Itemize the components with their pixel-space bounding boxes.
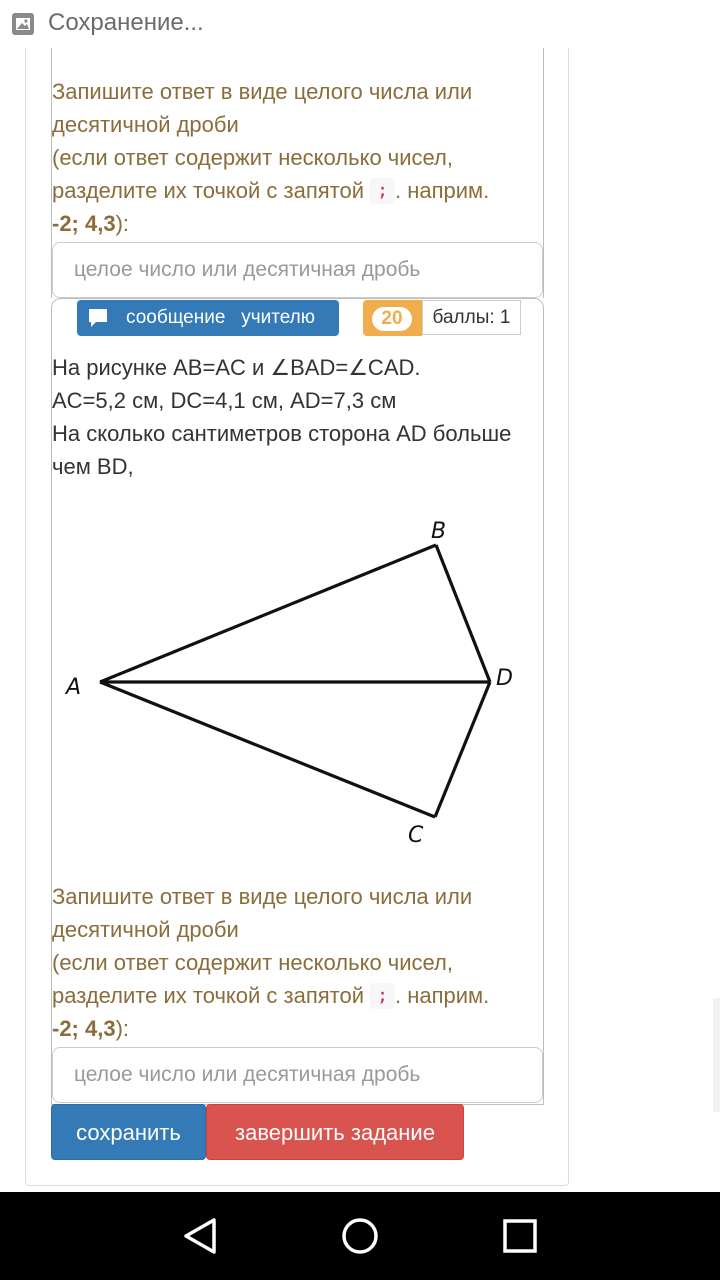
scrollbar[interactable] — [713, 998, 720, 1112]
hint-example: -2; 4,3 — [52, 1016, 116, 1041]
finish-task-button[interactable]: завершить задание — [206, 1104, 464, 1160]
image-icon — [12, 13, 34, 35]
question-text — [52, 351, 544, 483]
save-button[interactable]: сохранить — [51, 1104, 206, 1160]
segment-ac — [100, 682, 435, 817]
question-line: чем BD, — [52, 454, 134, 479]
hint-line: (если ответ содержит несколько чисел, — [52, 950, 453, 975]
recents-square-icon[interactable] — [492, 1208, 548, 1264]
answer-input[interactable] — [52, 242, 543, 298]
home-circle-icon[interactable] — [332, 1208, 388, 1264]
hint-text: ): — [115, 1016, 130, 1041]
hint-line: Запишите ответ в виде целого числа или — [52, 884, 473, 909]
hint-line — [52, 207, 532, 240]
separator-code: ; — [370, 178, 395, 204]
hint-line — [52, 1012, 532, 1045]
message-teacher-button[interactable] — [77, 300, 339, 336]
score-label: баллы: 1 — [422, 300, 521, 335]
hint-line: Запишите ответ в виде целого числа или — [52, 79, 473, 104]
answer-format-hint — [52, 880, 532, 1045]
hint-text: разделите их точкой с запятой — [52, 178, 371, 203]
separator-code: ; — [370, 983, 395, 1009]
message-teacher-label: сообщение учителю — [126, 307, 315, 328]
vertex-label-a: A — [66, 675, 82, 700]
hint-line — [52, 979, 532, 1012]
question-line: AC=5,2 см, DC=4,1 см, AD=7,3 см — [52, 388, 397, 413]
points-label — [363, 300, 422, 336]
points-badge: 20 — [372, 307, 412, 331]
hint-line: (если ответ содержит несколько чисел, — [52, 145, 453, 170]
vertex-label-b: B — [431, 519, 447, 544]
status-bar — [0, 0, 720, 48]
answer-format-hint — [52, 75, 532, 240]
navigation-bar — [0, 1192, 720, 1280]
hint-text: ): — [115, 211, 130, 236]
answer-input[interactable] — [52, 1047, 543, 1103]
segment-bd — [436, 545, 490, 682]
back-triangle-icon[interactable] — [172, 1208, 228, 1264]
hint-example: -2; 4,3 — [52, 211, 116, 236]
hint-line — [52, 174, 532, 207]
hint-text: . наприм. — [395, 178, 490, 203]
segment-ab — [100, 545, 436, 682]
vertex-label-c: C — [408, 823, 424, 848]
hint-line: десятичной дроби — [52, 112, 239, 137]
segment-dc — [435, 682, 490, 817]
hint-text: разделите их точкой с запятой — [52, 983, 371, 1008]
chat-bubble-icon — [88, 308, 108, 328]
saving-status-text: Сохранение... — [48, 9, 204, 36]
vertex-label-d: D — [496, 666, 513, 691]
question-line: На сколько сантиметров сторона AD больше — [52, 421, 512, 446]
hint-text: . наприм. — [395, 983, 490, 1008]
hint-line: десятичной дроби — [52, 917, 239, 942]
triangle-figure — [52, 500, 542, 860]
question-line: На рисунке AB=AC и ∠BAD=∠CAD. — [52, 355, 421, 380]
